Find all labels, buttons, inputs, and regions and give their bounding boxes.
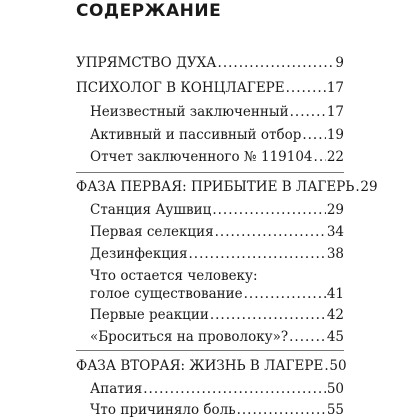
dot-leader [289, 328, 326, 346]
toc-page-number: 55 [326, 402, 344, 418]
toc-entry[interactable] [90, 285, 344, 303]
section-divider [76, 350, 344, 351]
toc-entry-label: «Броситься на проволоку»? [90, 329, 289, 345]
dot-leader [210, 306, 326, 324]
toc-page-number: 34 [326, 224, 344, 240]
toc-page-number: 38 [326, 246, 344, 262]
toc-entry-label: Активный и пассивный отбор [90, 127, 302, 143]
dot-leader [218, 54, 335, 72]
dot-leader [324, 357, 328, 375]
toc-entry-label: Неизвестный заключенный [90, 104, 289, 120]
toc-entry-label: УПРЯМСТВО ДУХА [76, 55, 217, 71]
toc-entry-first-line: Что остается человеку: [90, 268, 258, 284]
toc-entry-label: Станция Аушвиц [90, 202, 212, 218]
dot-leader [302, 126, 325, 144]
toc-entry-label: Апатия [90, 381, 143, 397]
toc-entry[interactable] [90, 245, 344, 263]
toc-page-number: 50 [329, 358, 347, 374]
toc-title: СОДЕРЖАНИЕ [76, 1, 222, 21]
toc-page-number: 29 [326, 202, 344, 218]
dot-leader [244, 285, 326, 303]
toc-entry[interactable] [90, 306, 344, 324]
toc-entry[interactable] [90, 201, 344, 219]
dot-leader [290, 103, 326, 121]
toc-page-number: 42 [326, 307, 344, 323]
toc-entry-label: ФАЗА ПЕРВАЯ: ПРИБЫТИЕ В ЛАГЕРЬ [76, 179, 355, 195]
dot-leader [143, 380, 326, 398]
toc-entry-label: Первая селекция [90, 224, 214, 240]
toc-page-number: 50 [326, 381, 344, 397]
toc-entry[interactable] [90, 380, 344, 398]
toc-entry-label: Отчет заключенного № 119104 [90, 149, 313, 165]
toc-entry[interactable] [76, 79, 344, 97]
toc-page-number: 17 [326, 80, 344, 96]
toc-entry[interactable] [76, 178, 378, 196]
toc-page-number: 17 [326, 104, 344, 120]
toc-entry[interactable] [90, 148, 344, 166]
dot-leader [286, 79, 326, 97]
section-divider [76, 172, 344, 173]
toc-entry-label: Первые реакции [90, 307, 209, 323]
toc-entry[interactable] [90, 103, 344, 121]
toc-entry-label: ПСИХОЛОГ В КОНЦЛАГЕРЕ [76, 80, 285, 96]
toc-entry-label: Что причиняло боль [90, 402, 236, 418]
toc-entry-label: ФАЗА ВТОРАЯ: ЖИЗНЬ В ЛАГЕРЕ [76, 358, 324, 374]
dot-leader [189, 245, 326, 263]
dot-leader [237, 401, 326, 419]
dot-leader [314, 148, 326, 166]
toc-entry[interactable] [76, 357, 347, 375]
toc-entry[interactable] [90, 401, 344, 419]
toc-page-number: 41 [326, 286, 344, 302]
toc-entry-label: голое существование [90, 286, 243, 302]
toc-page-number: 19 [326, 127, 344, 143]
toc-entry-label: Дезинфекция [90, 246, 188, 262]
toc-entry[interactable] [76, 54, 344, 72]
dot-leader [215, 223, 326, 241]
toc-page-number: 9 [335, 55, 344, 71]
dot-leader [212, 201, 325, 219]
dot-leader [355, 178, 359, 196]
toc-page-number: 22 [326, 149, 344, 165]
toc-entry[interactable] [90, 126, 344, 144]
toc-page-number: 29 [360, 179, 378, 195]
toc-entry[interactable] [90, 223, 344, 241]
toc-page-number: 45 [326, 329, 344, 345]
toc-entry[interactable] [90, 328, 344, 346]
